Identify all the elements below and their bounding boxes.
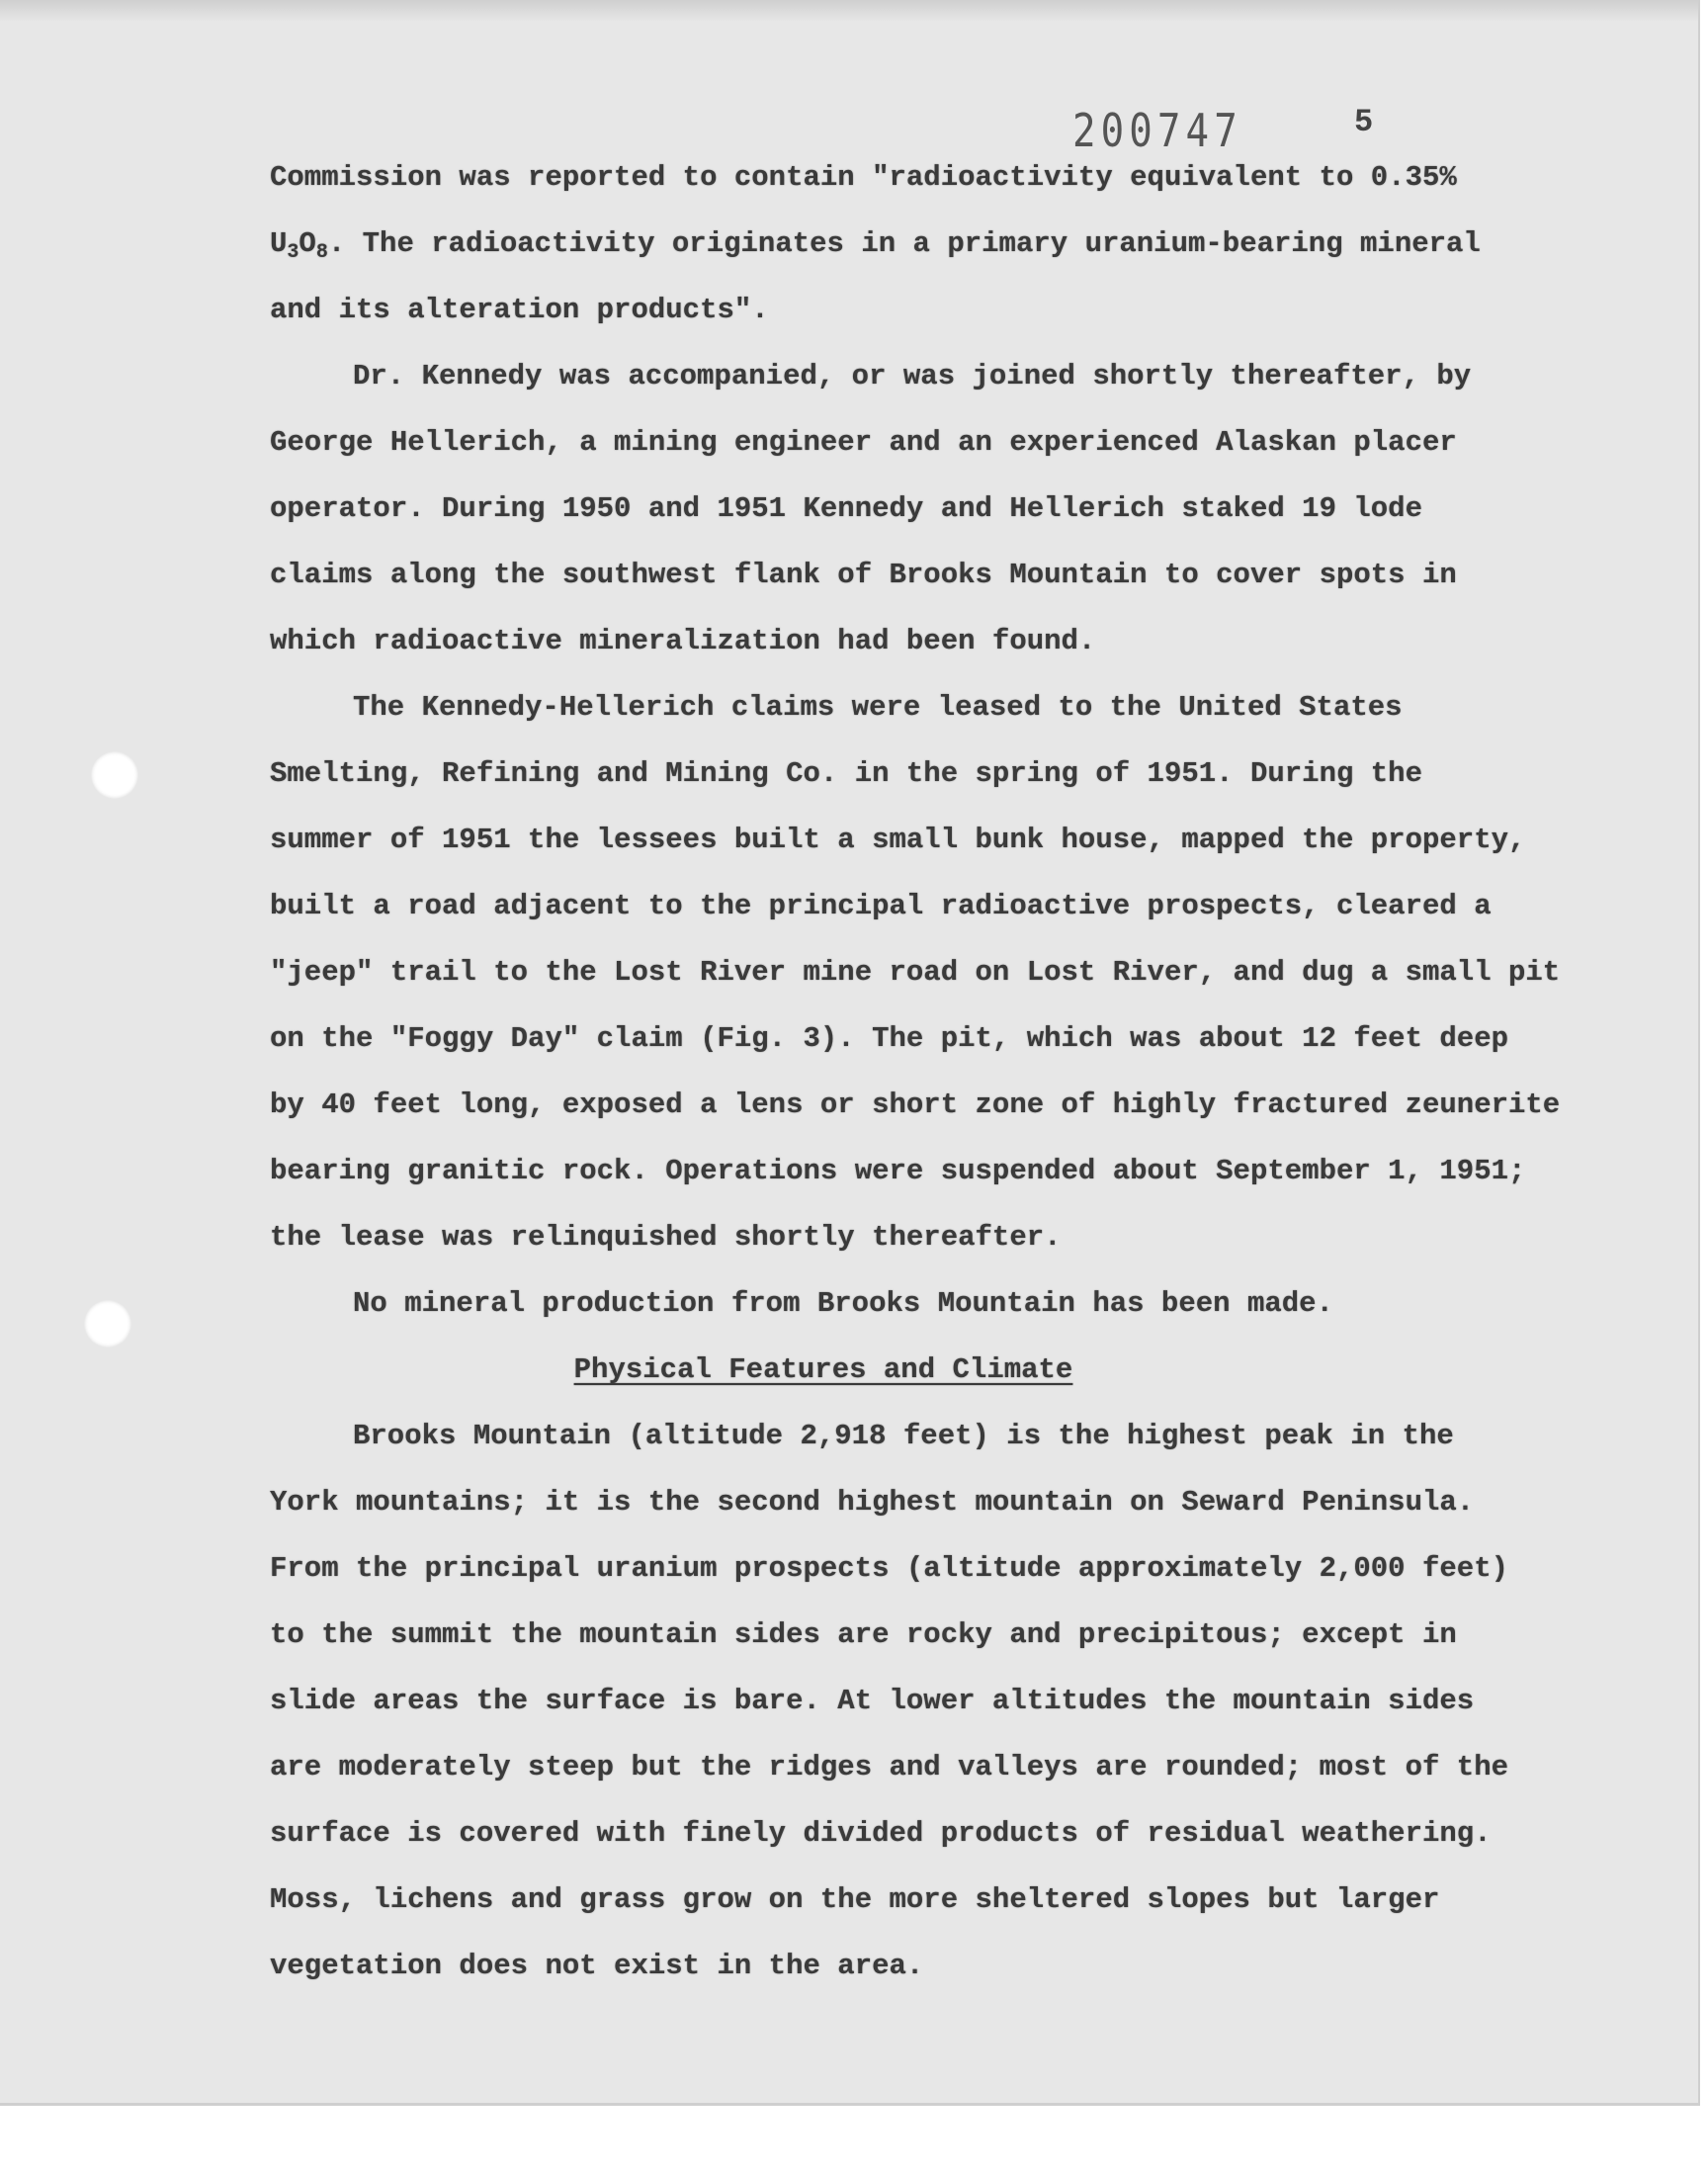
document-number-stamp: 200747	[1072, 104, 1242, 157]
text-line: Commission was reported to contain "radioactivity equivalent to 0.35%	[270, 161, 1457, 194]
punch-hole	[84, 1300, 131, 1348]
paragraph-start-line: The Kennedy-Hellerich claims were leased to the United States	[353, 691, 1403, 724]
text-line: vegetation does not exist in the area.	[270, 1950, 924, 1982]
formula-subscript: 8	[315, 241, 328, 264]
text-line: summer of 1951 the lessees built a small bunk house, mapped the property,	[270, 824, 1526, 856]
text-line: Smelting, Refining and Mining Co. in the spring of 1951. During the	[270, 757, 1422, 790]
section-heading	[270, 1346, 1525, 1412]
text-line: built a road adjacent to the principal radioactive prospects, cleared a	[270, 890, 1492, 922]
text-line: are moderately steep but the ridges and valleys are rounded; most of the	[270, 1751, 1509, 1784]
formula-oxygen: O	[299, 227, 316, 260]
formula-uranium: U	[270, 227, 288, 260]
text-line: to the summit the mountain sides are rocky and precipitous; except in	[270, 1618, 1457, 1651]
text-line: the lease was relinquished shortly thereafter.	[270, 1221, 1062, 1254]
paragraph-start-line: Dr. Kennedy was accompanied, or was joined shortly thereafter, by	[353, 360, 1472, 392]
body-text	[270, 153, 1561, 2008]
formula-subscript: 3	[287, 241, 299, 264]
text-line-rest: . The radioactivity originates in a primary uranium-bearing mineral	[327, 227, 1481, 260]
text-line: York mountains; it is the second highest mountain on Seward Peninsula.	[270, 1486, 1475, 1519]
text-line	[270, 219, 1525, 286]
text-line: slide areas the surface is bare. At lower altitudes the mountain sides	[270, 1685, 1475, 1717]
text-line: and its alteration products".	[270, 294, 769, 326]
paragraph-start-line: No mineral production from Brooks Mountain has been made.	[353, 1287, 1333, 1320]
section-heading-text: Physical Features and Climate	[573, 1353, 1073, 1386]
text-line: From the principal uranium prospects (altitude approximately 2,000 feet)	[270, 1552, 1509, 1585]
punch-hole	[91, 751, 138, 799]
text-line: Moss, lichens and grass grow on the more sheltered slopes but larger	[270, 1883, 1440, 1916]
text-line: George Hellerich, a mining engineer and an experienced Alaskan placer	[270, 426, 1457, 459]
text-line: operator. During 1950 and 1951 Kennedy and Hellerich staked 19 lode	[270, 492, 1422, 525]
paragraph-start-line: Brooks Mountain (altitude 2,918 feet) is the highest peak in the	[353, 1420, 1454, 1452]
text-line: by 40 feet long, exposed a lens or short zone of highly fractured zeunerite	[270, 1088, 1561, 1121]
text-line: bearing granitic rock. Operations were suspended about September 1, 1951;	[270, 1155, 1526, 1187]
text-line: surface is covered with finely divided products of residual weathering.	[270, 1817, 1492, 1850]
text-line: on the "Foggy Day" claim (Fig. 3). The pit, which was about 12 feet deep	[270, 1022, 1509, 1055]
scan-edge-shadow	[0, 0, 1698, 22]
text-line: claims along the southwest flank of Brooks Mountain to cover spots in	[270, 559, 1457, 591]
text-line: "jeep" trail to the Lost River mine road on Lost River, and dug a small pit	[270, 956, 1561, 989]
text-line: which radioactive mineralization had been found.	[270, 625, 1096, 657]
page-number: 5	[1354, 104, 1374, 140]
